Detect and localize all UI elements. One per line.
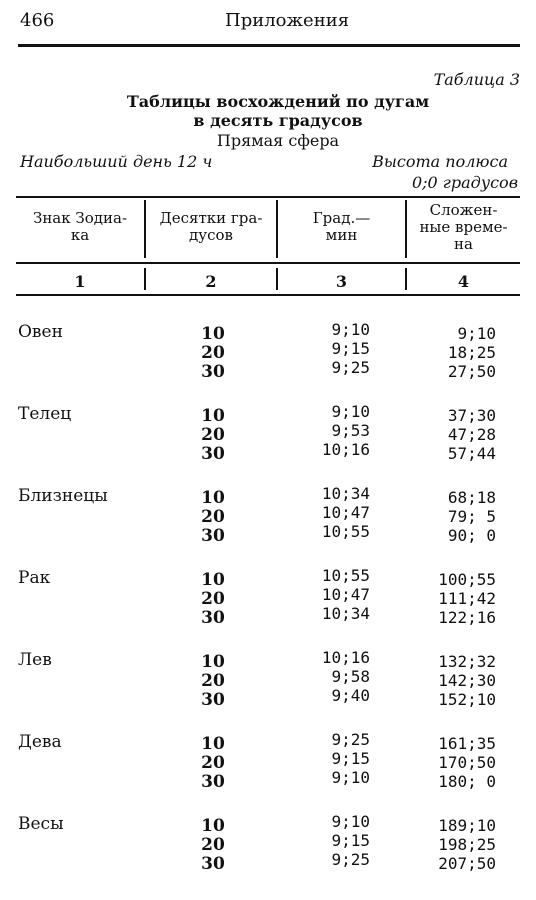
table-row [0,339,536,363]
cumulative-time-cell: 79; 5 [447,507,496,526]
table-row [0,585,536,609]
degree-minute-cell: 9;10 [331,812,370,831]
zodiac-group [0,486,536,566]
degree-minute-cell: 10;34 [321,484,370,503]
cumulative-time-cell: 142;30 [438,671,496,690]
degree-minute-cell: 9;25 [331,730,370,749]
zodiac-sign: Близнецы [18,486,108,506]
page-number: 466 [20,10,55,31]
table-row [0,320,536,344]
degree-minute-cell: 10;55 [321,566,370,585]
degree-minute-cell: 9;10 [331,402,370,421]
table-subtitle: Прямая сфера [216,131,340,150]
zodiac-sign: Дева [18,732,62,752]
table-row [0,686,536,710]
zodiac-group [0,814,536,894]
degrees-cell: 30 [201,362,225,382]
degree-minute-cell: 9;15 [331,831,370,850]
table-row [0,402,536,426]
zodiac-group [0,322,536,402]
degree-minute-cell: 9;58 [331,667,370,686]
header-rule [18,44,520,47]
table-row [0,812,536,836]
table-title-line2: в десять градусов [193,111,363,130]
longest-day: Наибольший день 12 ч [20,152,213,171]
table-label: Таблица 3 [433,70,520,89]
table-row [0,850,536,874]
cumulative-time-cell: 180; 0 [438,772,496,791]
degrees-cell: 30 [201,772,225,792]
degree-minute-cell: 10;16 [321,440,370,459]
zodiac-group [0,732,536,812]
table-title-line1: Таблицы восхождений по дугам [126,92,430,111]
cumulative-time-cell: 161;35 [438,734,496,753]
zodiac-sign: Телец [18,404,72,424]
table-row [0,566,536,590]
cumulative-time-cell: 47;28 [447,425,496,444]
column-number: 1 [74,272,86,291]
degrees-cell: 10 [201,734,225,754]
zodiac-group [0,404,536,484]
zodiac-sign: Рак [18,568,51,588]
cumulative-time-cell: 100;55 [438,570,496,589]
degrees-cell: 10 [201,324,225,344]
table-row [0,421,536,445]
cumulative-time-cell: 132;32 [438,652,496,671]
cumulative-time-cell: 57;44 [447,444,496,463]
zodiac-sign: Весы [18,814,64,834]
degrees-cell: 20 [201,425,225,445]
pole-height-value: 0;0 градусов [411,173,518,192]
degrees-cell: 10 [201,816,225,836]
cumulative-time-cell: 90; 0 [447,526,496,545]
zodiac-sign: Лев [18,650,52,670]
cumulative-time-cell: 68;18 [447,488,496,507]
cumulative-time-cell: 207;50 [438,854,496,873]
table-row [0,440,536,464]
degree-minute-cell: 10;16 [321,648,370,667]
cumulative-time-cell: 152;10 [438,690,496,709]
cumulative-time-cell: 122;16 [438,608,496,627]
cumulative-time-cell: 9;10 [457,324,496,343]
cumulative-time-cell: 37;30 [447,406,496,425]
degrees-cell: 30 [201,526,225,546]
degree-minute-cell: 9;10 [331,320,370,339]
table-row [0,667,536,691]
degrees-cell: 30 [201,854,225,874]
column-number-rule [16,294,520,296]
cumulative-time-cell: 18;25 [447,343,496,362]
table-row [0,503,536,527]
degree-minute-cell: 9;15 [331,749,370,768]
zodiac-sign: Овен [18,322,63,342]
degree-minute-cell: 10;47 [321,585,370,604]
degrees-cell: 30 [201,608,225,628]
degrees-cell: 30 [201,690,225,710]
degree-minute-cell: 9;53 [331,421,370,440]
column-header: Десятки гра- дусов [159,209,263,244]
table-row [0,768,536,792]
degrees-cell: 20 [201,671,225,691]
degree-minute-cell: 9;25 [331,850,370,869]
degrees-cell: 20 [201,589,225,609]
table-row [0,522,536,546]
degrees-cell: 10 [201,570,225,590]
cumulative-time-cell: 198;25 [438,835,496,854]
degree-minute-cell: 9;40 [331,686,370,705]
column-number: 4 [457,272,470,291]
degree-minute-cell: 10;47 [321,503,370,522]
cumulative-time-cell: 27;50 [447,362,496,381]
table-row [0,648,536,672]
zodiac-group [0,650,536,730]
degrees-cell: 20 [201,507,225,527]
degrees-cell: 20 [201,835,225,855]
degree-minute-cell: 9;10 [331,768,370,787]
column-number: 3 [335,272,348,291]
degrees-cell: 30 [201,444,225,464]
column-header: Сложен- ные време- на [419,201,508,253]
zodiac-group [0,568,536,648]
degree-minute-cell: 9;15 [331,339,370,358]
table-row [0,604,536,628]
running-header [20,10,520,38]
column-header: Знак Зодиа- ка [32,209,128,244]
cumulative-time-cell: 170;50 [438,753,496,772]
degrees-cell: 10 [201,652,225,672]
degrees-cell: 10 [201,406,225,426]
degrees-cell: 10 [201,488,225,508]
cumulative-time-cell: 111;42 [438,589,496,608]
running-title: Приложения [225,10,350,31]
table-row [0,730,536,754]
degree-minute-cell: 10;34 [321,604,370,623]
cumulative-time-cell: 189;10 [438,816,496,835]
table-row [0,484,536,508]
table-row [0,749,536,773]
table-top-rule [16,196,520,198]
column-number: 2 [205,272,217,291]
column-header: Град.— мин [312,209,371,244]
table-row [0,831,536,855]
pole-height-label: Высота полюса [372,152,508,171]
degree-minute-cell: 10;55 [321,522,370,541]
degrees-cell: 20 [201,343,225,363]
table-row [0,358,536,382]
header-bottom-rule [16,262,520,264]
degrees-cell: 20 [201,753,225,773]
degree-minute-cell: 9;25 [331,358,370,377]
